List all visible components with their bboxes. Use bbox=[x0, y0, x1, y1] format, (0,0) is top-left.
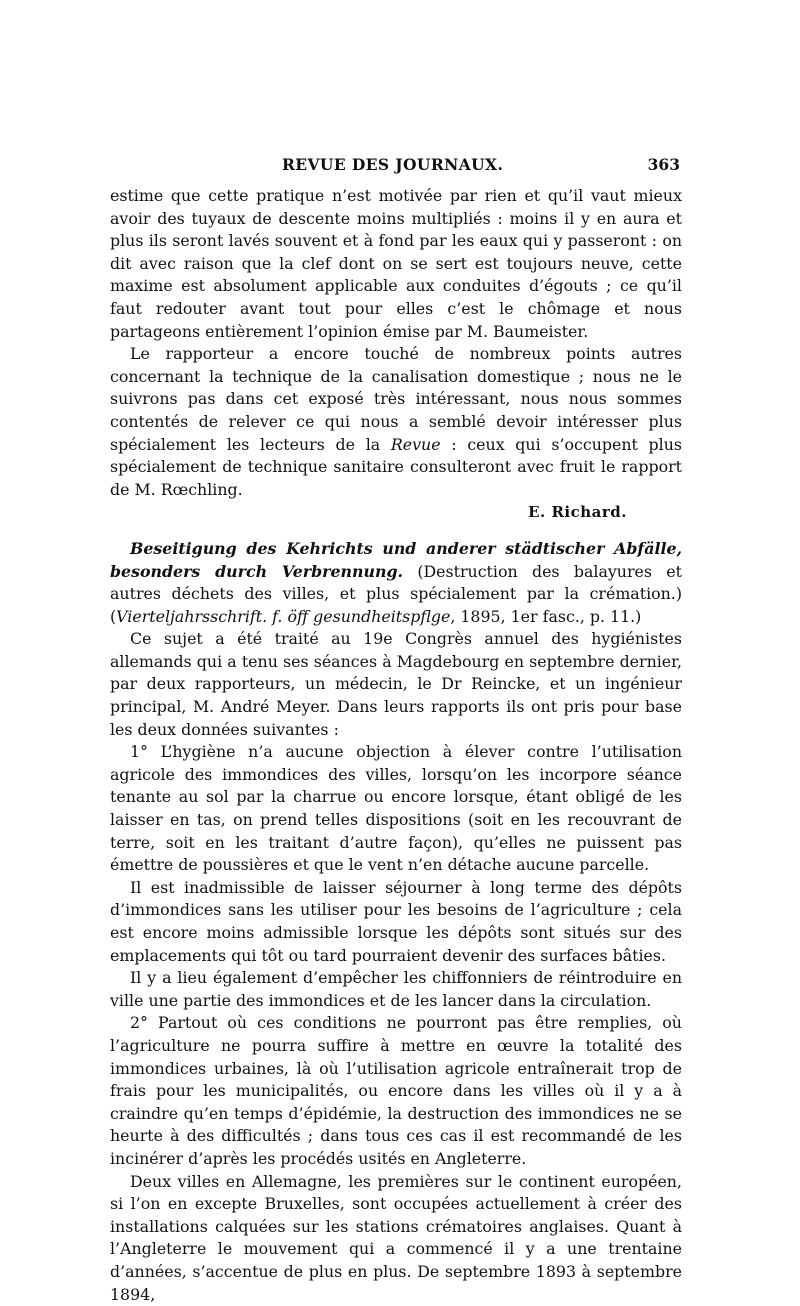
paragraph-rapporteur bbox=[110, 343, 682, 501]
body-paragraph: Ce sujet a été traité au 19e Congrès annuel des hygiénistes allemands qui a tenu ses séances à Magdebourg en septembre dernier, par deux rapporteurs, un médecin, le Dr Reincke, et un ingénieur principal, M. André Meyer. Dans leurs rapports ils ont pris pour base les deux données suivantes : bbox=[110, 629, 682, 739]
running-head bbox=[110, 155, 682, 183]
reference-description: (Destruction des balayures et autres déchets des villes, et plus spécialement par la crémation.) ( bbox=[110, 561, 682, 626]
running-title: REVUE DES JOURNAUX. bbox=[282, 155, 504, 174]
journal-name-revue: Revue bbox=[390, 434, 441, 454]
paragraph-text: : ceux qui s’occupent plus spécialement de technique sanitaire consulteront avec fruit le rapport de M. Rœchling. bbox=[110, 434, 682, 499]
body-paragraph: Deux villes en Allemagne, les premières sur le continent européen, si l’on en excepte Bruxelles, sont occupées actuellement à créer des installations calquées sur les stations crématoires anglaises. Quant à l’Angleterre le mouvement qui a commencé il y a une trentaine d’années, s’accentue de plus en plus. De septembre 1893 à septembre 1894, bbox=[110, 1171, 682, 1304]
body-paragraph: 1° L’hygiène n’a aucune objection à élever contre l’utilisation agricole des immondices des villes, lorsqu’on les incorpore séance tenante au sol par la charrue ou encore lorsque, étant obligé de les laisser en tas, on prend telles dispositions (soit en les recouvrant de terre, soit en les traitant d’autre façon), qu’elles ne puissent pas émettre de poussières et que le vent n’en détache aucune parcelle. bbox=[110, 742, 682, 875]
paragraph-text: Le rapporteur a encore touché de nombreux points autres concernant la technique de la canalisation domestique ; nous ne le suivrons pas dans cet exposé très intéressant, nous nous sommes contentés de relever ce qui nous a semblé devoir intéresser plus spécialement les lecteurs de la bbox=[110, 344, 682, 454]
body-paragraph: 2° Partout où ces conditions ne pourront pas être remplies, où l’agriculture ne pourra suffire à mettre en œuvre la totalité des immondices urbaines, là où l’utilisation agricole entraînerait trop de frais pour les municipalités, ou encore dans les villes où il y a à craindre qu’en temps d’épidémie, la destruction des immondices ne se heurte à des difficultés ; dans tous ces cas il est recommandé de les incinérer d’après les procédés usités en Angleterre. bbox=[110, 1013, 682, 1168]
reference-journal: Vierteljahrsschrift. f. öff gesundheitspflge bbox=[116, 606, 451, 626]
author-signature: E. Richard. bbox=[528, 503, 627, 522]
reference-title: Beseitigung des Kehrichts und anderer städtischer Abfälle, besonders durch Verbrennung. bbox=[110, 538, 682, 581]
body-paragraph: Il est inadmissible de laisser séjourner à long terme des dépôts d’immondices sans les utiliser pour les besoins de l’agriculture ; cela est encore moins admissible lorsque les dépôts sont situés sur des emplacements qui tôt ou tard pourraient devenir des surfaces bâties. bbox=[110, 877, 682, 965]
body-paragraph: Il y a lieu également d’empêcher les chiffonniers de réintroduire en ville une partie des immondices et de les lancer dans la circulation. bbox=[110, 968, 682, 1010]
article-text bbox=[110, 185, 682, 1306]
reference-entry bbox=[110, 538, 682, 628]
paragraph-continued: estime que cette pratique n’est motivée par rien et qu’il vaut mieux avoir des tuyaux de descente moins multipliés : moins il y en aura et plus ils seront lavés souvent et à fond par les eaux qui y passeront : on dit avec raison que la clef dont on se sert est toujours neuve, cette maxime est absolument applicable aux conduites d’égouts ; ce qu’il faut redouter avant tout pour elles c’est le chômage et nous partageons entièrement l’opinion émise par M. Baumeister. bbox=[110, 186, 682, 341]
page-number: 363 bbox=[647, 155, 680, 174]
reference-citation: , 1895, 1er fasc., p. 11.) bbox=[450, 606, 642, 626]
page bbox=[110, 155, 682, 1306]
